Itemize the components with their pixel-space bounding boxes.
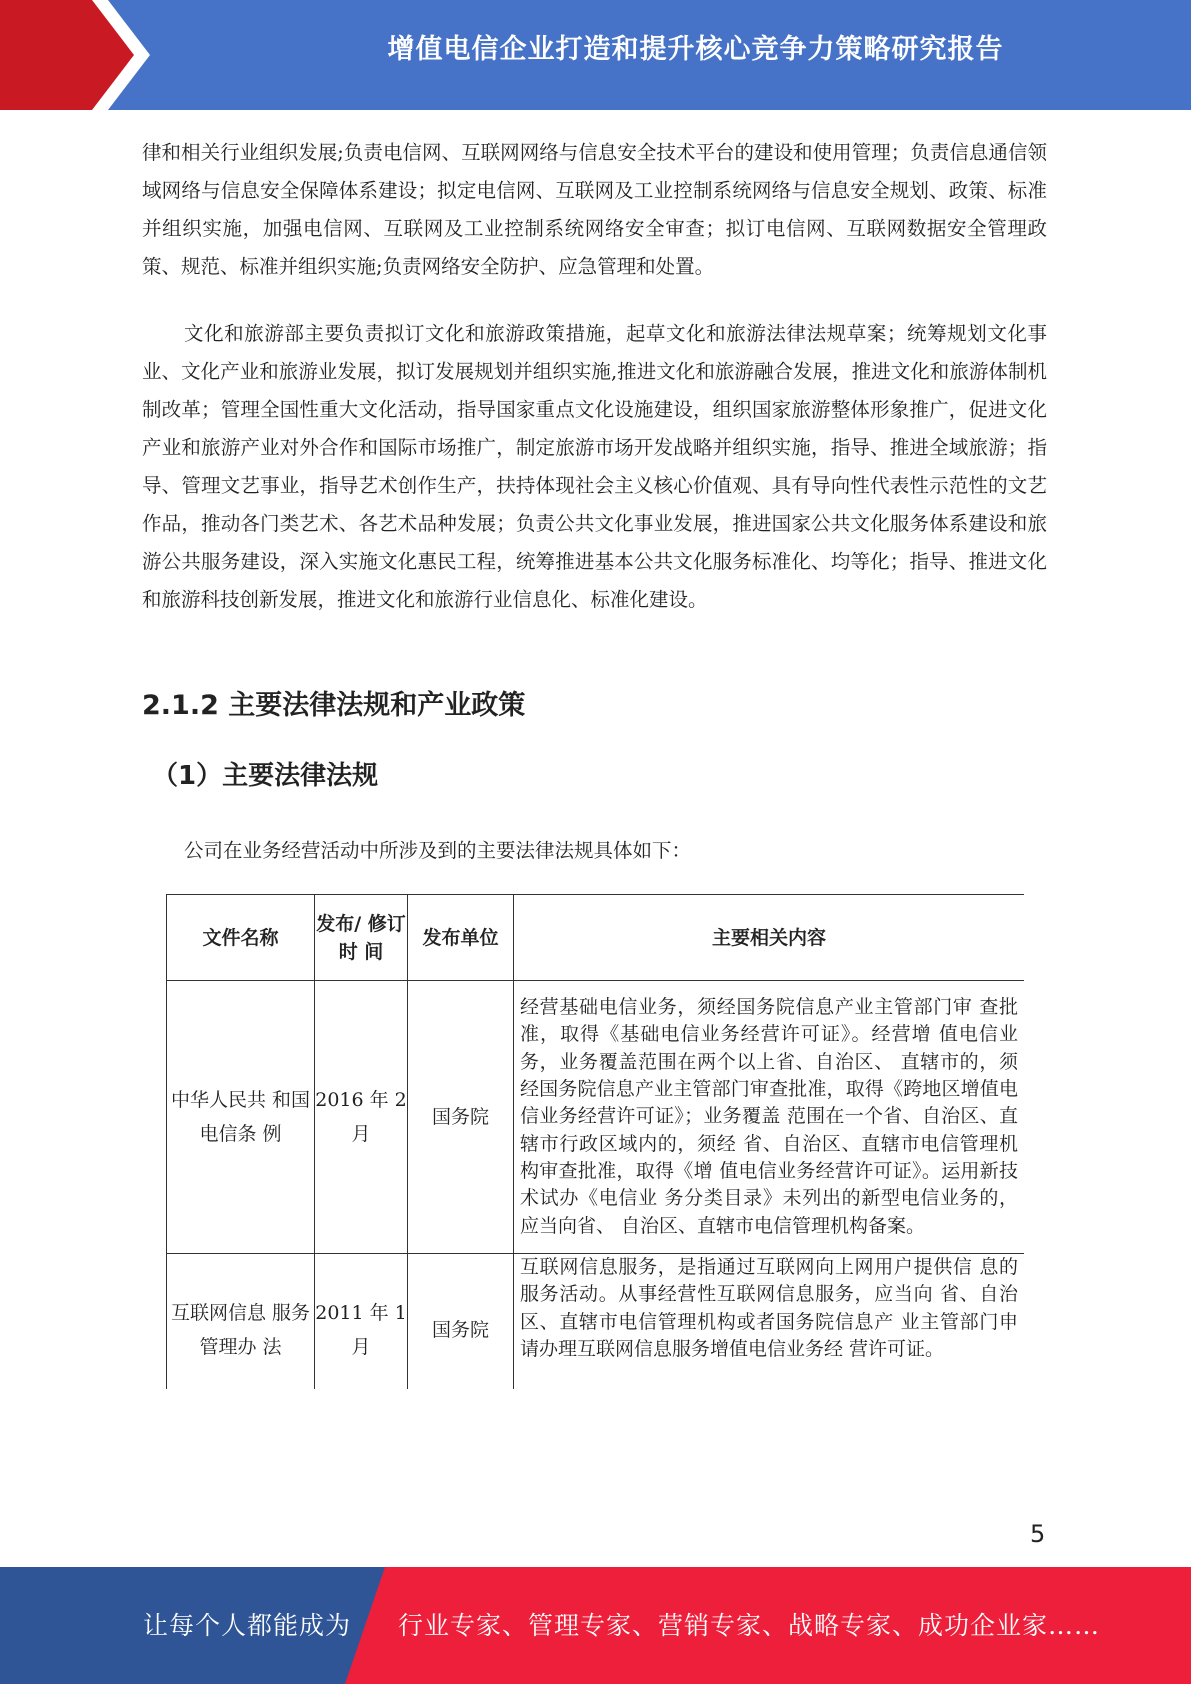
- header-date: 发布/ 修订时 间: [315, 895, 408, 981]
- page-footer: [0, 1567, 1191, 1684]
- page-number: 5: [1030, 1520, 1046, 1548]
- paragraph-2: 文化和旅游部主要负责拟订文化和旅游政策措施，起草文化和旅游法律法规草案；统筹规划文化事业、文化产业和旅游业发展，拟订发展规划并组织实施,推进文化和旅游融合发展，推进文化和旅游体制机制改革；管理全国性重大文化活动，指导国家重点文化设施建设，组织国家旅游整体形象推广，促进文化产业和旅游产业对外合作和国际市场推广，制定旅游市场开发战略并组织实施，指导、推进全域旅游；指导、管理文艺事业，指导艺术创作生产，扶持体现社会主义核心价值观、具有导向性代表性示范性的文艺作品，推动各门类艺术、各艺术品种发展；负责公共文化事业发展，推进国家公共文化服务体系建设和旅游公共服务建设，深入实施文化惠民工程，统筹推进基本公共文化服务标准化、均等化；指导、推进文化和旅游科技创新发展，推进文化和旅游行业信息化、标准化建设。: [142, 322, 1047, 611]
- laws-table: [166, 894, 1024, 1389]
- cell-content: 经营基础电信业务，须经国务院信息产业主管部门审 查批准，取得《基础电信业务经营许可证》。经营增 值电信业务，业务覆盖范围在两个以上省、自治区、 直辖市的，须经国务院信息产业主管部门审查批准，取得《跨地区增值电信业务经营许可证》；业务覆盖 范围在一个省、自治区、直辖市行政区域内的，须经 省、自治区、直辖市电信管理机构审查批准，取得《增 值电信业务经营许可证》。运用新技术试办《电信业 务分类目录》未列出的新型电信业务的，应当向省、 自治区、直辖市电信管理机构备案。: [514, 981, 1025, 1254]
- header-file-name: 文件名称: [167, 895, 315, 981]
- cell-date: 2011 年 1 月: [315, 1254, 408, 1390]
- cell-date: 2016 年 2 月: [315, 981, 408, 1254]
- table-header-row: [167, 895, 1025, 981]
- footer-slogan-right: 行业专家、管理专家、营销专家、战略专家、成功企业家……: [398, 1611, 1101, 1640]
- laws-table-wrapper: [166, 894, 1024, 1389]
- subsection-heading: （1）主要法律法规: [152, 761, 379, 791]
- cell-issuer: 国务院: [408, 1254, 514, 1390]
- table-intro: 公司在业务经营活动中所涉及到的主要法律法规具体如下：: [184, 839, 692, 862]
- paragraph-1: 律和相关行业组织发展;负责电信网、互联网网络与信息安全技术平台的建设和使用管理；负责信息通信领域网络与信息安全保障体系建设；拟定电信网、互联网及工业控制系统网络与信息安全规划、政策、标准并组织实施，加强电信网、互联网及工业控制系统网络安全审查；拟订电信网、互联网数据安全管理政策、规范、标准并组织实施;负责网络安全防护、应急管理和处置。: [142, 141, 1047, 278]
- table-row: [167, 981, 1025, 1254]
- cell-content: 互联网信息服务，是指通过互联网向上网用户提供信 息的服务活动。从事经营性互联网信息服务，应当向 省、自治区、直辖市电信管理机构或者国务院信息产 业主管部门申请办理互联网信息服务增值电信业务经 营许可证。: [514, 1254, 1025, 1390]
- page-header: [0, 0, 1191, 110]
- footer-slogan-left: 让每个人都能成为: [143, 1611, 352, 1640]
- table-row: [167, 1254, 1025, 1390]
- cell-file-name: 互联网信息 服务管理办 法: [167, 1254, 315, 1390]
- cell-issuer: 国务院: [408, 981, 514, 1254]
- header-content: 主要相关内容: [514, 895, 1025, 981]
- cell-file-name: 中华人民共 和国电信条 例: [167, 981, 315, 1254]
- section-heading: 2.1.2 主要法律法规和产业政策: [142, 690, 526, 721]
- report-title: 增值电信企业打造和提升核心竞争力策略研究报告: [387, 34, 1004, 65]
- header-issuer: 发布单位: [408, 895, 514, 981]
- header-arrow-decoration: [0, 0, 200, 110]
